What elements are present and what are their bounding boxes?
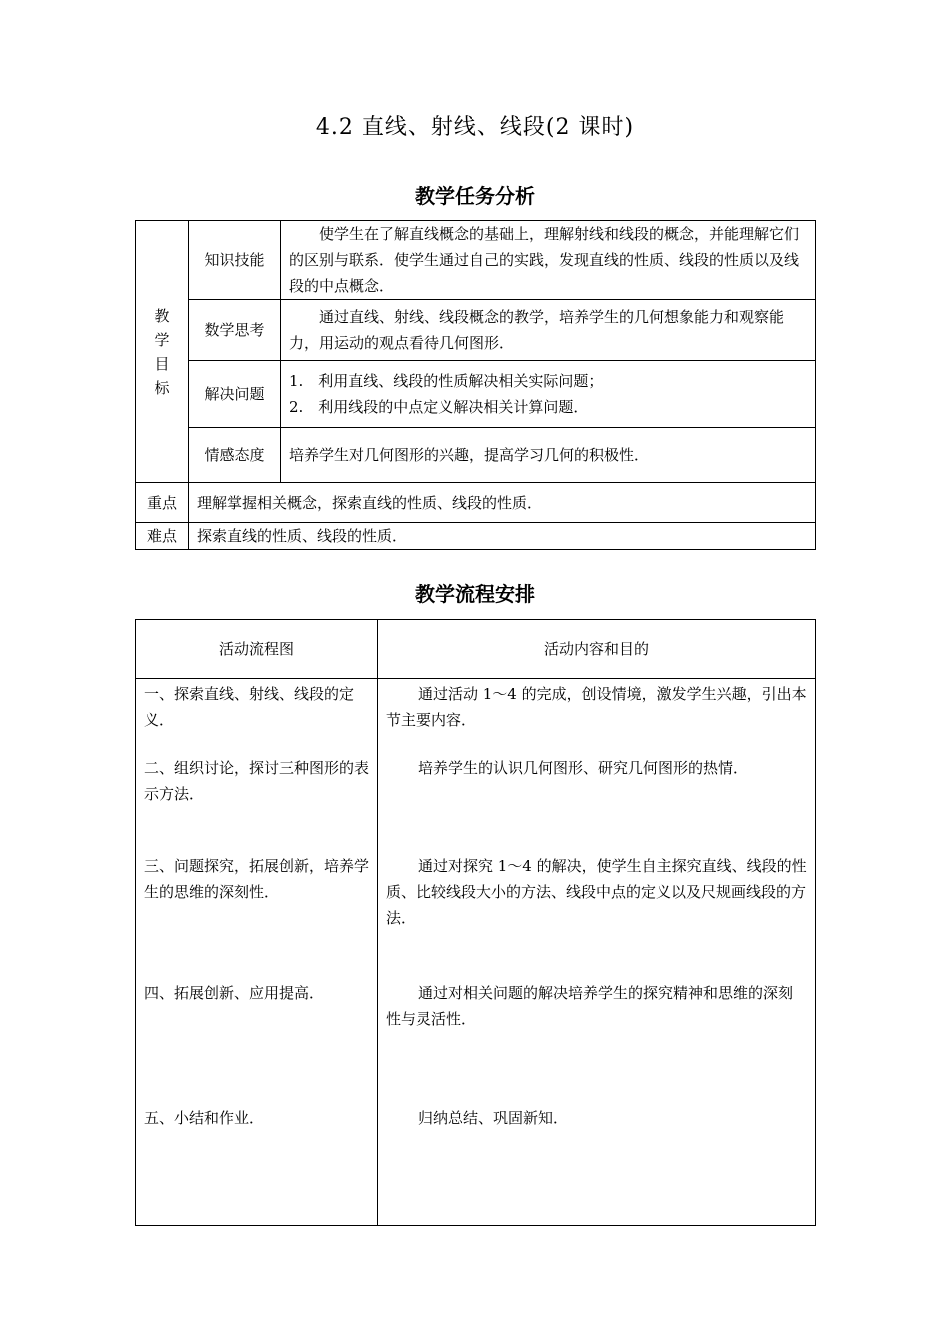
column-header: 活动流程图 xyxy=(136,620,378,679)
document-title: 4.2 直线、射线、线段(2 课时) xyxy=(315,115,635,140)
purpose-item: 通过对探究 1～4 的解决，使学生自主探究直线、线段的性质、比较线段大小的方法、线段中点的定义以及尺规画线段的方法． xyxy=(386,857,807,927)
content-line: 1. 利用直线、线段的性质解决相关实际问题； xyxy=(289,372,604,390)
activities-cell xyxy=(136,679,378,1226)
key-point-content: 理解掌握相关概念，探索直线的性质、线段的性质． xyxy=(189,483,816,523)
table-row xyxy=(136,679,816,1226)
activity-item: 五、小结和作业． xyxy=(144,1109,265,1127)
table-row xyxy=(136,221,816,300)
section-heading-flow: 教学流程安排 xyxy=(415,582,535,606)
difficulty-label: 难点 xyxy=(136,523,189,550)
table-header-row xyxy=(136,620,816,679)
key-point-label: 重点 xyxy=(136,483,189,523)
purpose-item: 培养学生的认识几何图形、研究几何图形的热情． xyxy=(418,759,749,777)
activity-item: 四、拓展创新、应用提高． xyxy=(144,984,325,1002)
goal-label: 教 学 目 标 xyxy=(154,306,170,397)
row-content: 通过直线、射线、线段概念的教学，培养学生的几何想象能力和观察能力，用运动的观点看待几何图形． xyxy=(281,300,816,361)
purposes-cell xyxy=(378,679,816,1226)
table-row xyxy=(136,523,816,550)
row-label: 情感态度 xyxy=(189,428,281,483)
table-row xyxy=(136,361,816,428)
column-header: 活动内容和目的 xyxy=(378,620,816,679)
content-line: 2. 利用线段的中点定义解决相关计算问题． xyxy=(289,398,589,416)
row-label: 数学思考 xyxy=(189,300,281,361)
difficulty-content: 探索直线的性质、线段的性质． xyxy=(189,523,816,550)
row-content: 使学生在了解直线概念的基础上，理解射线和线段的概念，并能理解它们的区别与联系．使学生通过自己的实践，发现直线的性质、线段的性质以及线段的中点概念． xyxy=(281,221,816,300)
table-row xyxy=(136,483,816,523)
goal-label-cell xyxy=(136,221,189,483)
row-label: 知识技能 xyxy=(189,221,281,300)
purpose-item: 通过活动 1～4 的完成，创设情境，激发学生兴趣，引出本节主要内容． xyxy=(386,685,807,729)
purpose-item: 归纳总结、巩固新知． xyxy=(418,1109,569,1127)
activity-item: 三、问题探究，拓展创新，培养学生的思维的深刻性． xyxy=(144,857,370,901)
flow-table xyxy=(135,619,816,1226)
row-content: 培养学生对几何图形的兴趣，提高学习几何的积极性． xyxy=(281,428,816,483)
activity-item: 二、组织讨论，探讨三种图形的表示方法． xyxy=(144,759,370,803)
activity-item: 一、探索直线、射线、线段的定义． xyxy=(144,685,355,729)
row-label: 解决问题 xyxy=(189,361,281,428)
task-analysis-table xyxy=(135,220,816,550)
row-content xyxy=(281,361,816,428)
table-row xyxy=(136,428,816,483)
section-heading-task-analysis: 教学任务分析 xyxy=(415,184,535,208)
purpose-item: 通过对相关问题的解决培养学生的探究精神和思维的深刻性与灵活性． xyxy=(386,984,794,1028)
table-row xyxy=(136,300,816,361)
